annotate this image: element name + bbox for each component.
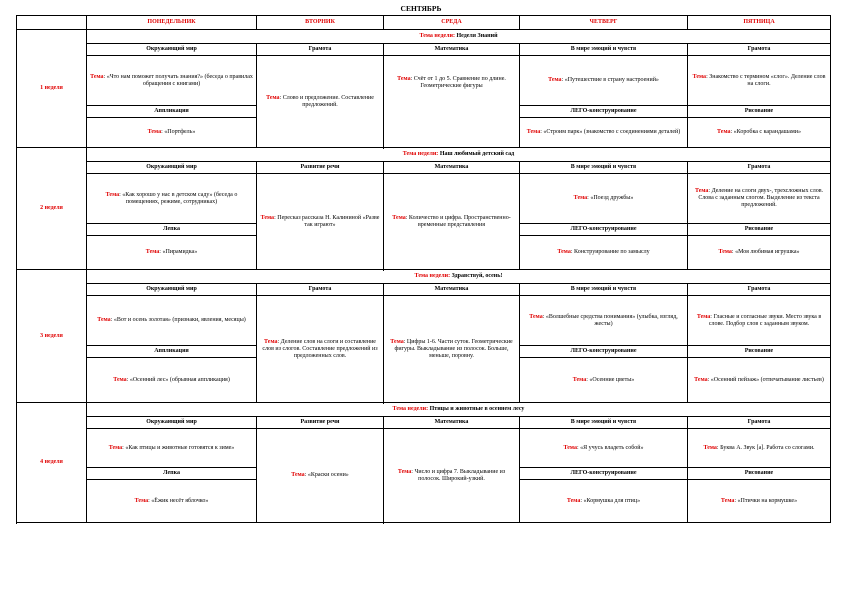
tuesday-topic: : Слово и предложение. Составление предложений. <box>279 94 374 108</box>
monday-bottom-topic: : «Пирамидка» <box>159 249 198 255</box>
cell-wednesday <box>384 429 520 523</box>
topic-prefix: Тема <box>390 338 404 345</box>
cell-thursday-bottom <box>520 358 688 403</box>
cell-wednesday <box>384 296 520 403</box>
cell-monday-bottom <box>87 118 257 148</box>
week-theme-row <box>17 403 831 417</box>
subject-header-row <box>17 44 831 56</box>
cell-thursday-bottom <box>520 118 688 148</box>
subject-wednesday: Математика <box>384 162 520 174</box>
cell-friday-top <box>688 429 831 468</box>
topic-prefix: Тема <box>145 249 160 255</box>
tuesday-topic: : «Краски осени» <box>304 472 349 478</box>
topic-prefix: Тема <box>720 497 735 504</box>
cell-thursday-bottom <box>520 236 688 270</box>
topic-prefix: Тема <box>266 94 280 101</box>
monday-top-topic: : «Вот и осень золотая» (признаки, явления, месяцы) <box>110 317 246 323</box>
weekly-plan-table <box>16 15 831 523</box>
subject-header-row <box>17 417 831 429</box>
topic-prefix: Тема <box>703 444 717 451</box>
subject-friday-bottom: Рисование <box>688 468 831 480</box>
day-header-row <box>17 16 831 30</box>
monday-bottom-topic: : «Портфель» <box>161 129 196 135</box>
subject-thursday-bottom: ЛЕГО-конструирование <box>520 468 688 480</box>
tuesday-topic: : Пересказ рассказа Н. Калининой «Разве так играют» <box>274 214 380 228</box>
subject-monday-bottom: Аппликация <box>87 346 257 358</box>
subject-thursday-bottom: ЛЕГО-конструирование <box>520 224 688 236</box>
topic-prefix: Тема <box>113 376 127 383</box>
thursday-bottom-topic: : «Осенние цветы» <box>586 376 635 383</box>
subject-thursday-top: В мире эмоций и чувств <box>520 44 688 56</box>
friday-top-topic: : Знакомство с термином «слог». Деление слов на слоги. <box>706 73 826 87</box>
week-theme <box>87 148 831 162</box>
cell-friday-bottom <box>688 358 831 403</box>
week-top-content-row <box>17 174 831 224</box>
cell-thursday-top <box>520 174 688 224</box>
cell-monday-bottom <box>87 236 257 270</box>
subject-thursday-top: В мире эмоций и чувств <box>520 417 688 429</box>
wednesday-topic: : Цифры 1-6. Части суток. Геометрические фигуры. Выкладывание из полосок. Больше, меньше, поровну. <box>394 338 513 359</box>
thursday-top-topic: : «Поезд дружбы» <box>587 195 634 201</box>
tuesday-topic: : Деление слов на слоги и составление слов из слогов. Составление предложений из предложенных слов. <box>262 338 378 359</box>
subject-monday-top: Окружающий мир <box>87 162 257 174</box>
monday-bottom-topic: : «Осенний лес» (обрывная аппликация) <box>126 376 230 383</box>
topic-prefix: Тема <box>563 444 577 451</box>
thursday-top-topic: : «Я учусь владеть собой» <box>576 444 644 451</box>
cell-friday-top <box>688 56 831 106</box>
theme-prefix: Тема недели: <box>392 406 429 412</box>
subject-friday-top: Грамота <box>688 284 831 296</box>
subject-thursday-bottom: ЛЕГО-конструирование <box>520 346 688 358</box>
cell-tuesday <box>257 56 384 148</box>
topic-prefix: Тема <box>90 73 104 80</box>
thursday-bottom-topic: : «Строим парк» (знакомство с соединениями деталей) <box>540 129 681 135</box>
topic-prefix: Тема <box>548 77 562 83</box>
subject-thursday-top: В мире эмоций и чувств <box>520 162 688 174</box>
day-tuesday: ВТОРНИК <box>257 16 384 30</box>
friday-top-topic: : Гласные и согласные звуки. Место звука в слове. Подбор слов с заданным звуком. <box>708 313 822 327</box>
subject-monday-top: Окружающий мир <box>87 417 257 429</box>
topic-prefix: Тема <box>718 249 732 255</box>
wednesday-topic: : Количество и цифра. Пространственно-временные представления <box>405 214 511 228</box>
corner-cell <box>17 16 87 30</box>
cell-thursday-top <box>520 296 688 346</box>
monday-top-topic: : «Как хорошо у нас в детском саду» (беседа о помещениях, режиме, сотрудниках) <box>119 191 238 205</box>
thursday-top-topic: : «Путешествие в страну настроений» <box>561 77 659 83</box>
subject-friday-top: Грамота <box>688 417 831 429</box>
cell-monday-top <box>87 429 257 468</box>
thursday-bottom-topic: : «Кормушка для птиц» <box>580 497 641 504</box>
subject-thursday-top: В мире эмоций и чувств <box>520 284 688 296</box>
cell-thursday-bottom <box>520 480 688 523</box>
topic-prefix: Тема <box>694 188 709 194</box>
topic-prefix: Тема <box>696 313 711 320</box>
week-theme-row <box>17 30 831 44</box>
topic-prefix: Тема <box>134 497 149 504</box>
subject-header-row <box>17 284 831 296</box>
cell-tuesday <box>257 296 384 403</box>
week-theme-row <box>17 148 831 162</box>
topic-prefix: Тема <box>291 472 305 478</box>
subject-monday-bottom: Лепка <box>87 224 257 236</box>
friday-bottom-topic: : «Осенний пейзаж» (отпечатывание листьев) <box>707 376 824 383</box>
week-top-content-row <box>17 296 831 346</box>
subject-tuesday: Развитие речи <box>257 417 384 429</box>
week-theme <box>87 270 831 284</box>
theme-title: Птицы и животные в осеннем лесу <box>429 406 525 412</box>
topic-prefix: Тема <box>566 497 581 504</box>
theme-prefix: Тема недели: <box>419 33 455 39</box>
topic-prefix: Тема <box>572 376 587 383</box>
week-theme-row <box>17 270 831 284</box>
cell-tuesday <box>257 429 384 523</box>
subject-thursday-bottom: ЛЕГО-конструирование <box>520 106 688 118</box>
cell-thursday-top <box>520 56 688 106</box>
subject-wednesday: Математика <box>384 44 520 56</box>
month-title: СЕНТЯБРЬ <box>400 4 442 13</box>
week-label: 3 неделя <box>17 270 87 403</box>
topic-prefix: Тема <box>108 444 123 451</box>
topic-prefix: Тема <box>260 214 275 221</box>
subject-friday-bottom: Рисование <box>688 106 831 118</box>
topic-prefix: Тема <box>397 76 411 82</box>
subject-monday-bottom: Аппликация <box>87 106 257 118</box>
topic-prefix: Тема <box>557 249 571 255</box>
topic-prefix: Тема <box>573 195 588 201</box>
monday-bottom-topic: : «Ёжик несёт яблочко» <box>148 497 209 504</box>
topic-prefix: Тема <box>694 376 708 383</box>
week-theme <box>87 403 831 417</box>
cell-monday-top <box>87 56 257 106</box>
cell-monday-bottom <box>87 358 257 403</box>
topic-prefix: Тема <box>105 191 120 198</box>
week-label: 4 неделя <box>17 403 87 523</box>
thursday-top-topic: : «Волшебные средства понимания» (улыбка, взгляд, жесты) <box>542 313 678 327</box>
subject-monday-bottom: Лепка <box>87 468 257 480</box>
topic-prefix: Тема <box>692 73 707 80</box>
cell-thursday-top <box>520 429 688 468</box>
subject-wednesday: Математика <box>384 284 520 296</box>
subject-header-row <box>17 162 831 174</box>
theme-title: Здравствуй, осень! <box>451 273 503 279</box>
theme-title: Наш любимый детский сад <box>439 151 515 157</box>
monday-top-topic: : «Что нам поможет получать знания?» (беседа о правилах обращения с книгами) <box>103 73 253 87</box>
subject-tuesday: Грамота <box>257 284 384 296</box>
friday-top-topic: : Деление на слоги двух-, трехсложных слов. Слова с заданным слогом. Выделение из текста предложений. <box>698 188 824 208</box>
thursday-bottom-topic: : Конструирование по замыслу <box>570 249 650 255</box>
week-top-content-row <box>17 56 831 106</box>
subject-friday-top: Грамота <box>688 44 831 56</box>
day-friday: ПЯТНИЦА <box>688 16 831 30</box>
cell-monday-top <box>87 296 257 346</box>
topic-prefix: Тема <box>392 214 406 221</box>
monday-top-topic: : «Как птицы и животные готовятся к зиме» <box>122 444 235 451</box>
day-monday: ПОНЕДЕЛЬНИК <box>87 16 257 30</box>
cell-monday-top <box>87 174 257 224</box>
topic-prefix: Тема <box>147 129 162 135</box>
topic-prefix: Тема <box>97 317 111 323</box>
subject-friday-bottom: Рисование <box>688 346 831 358</box>
cell-friday-bottom <box>688 480 831 523</box>
cell-friday-bottom <box>688 118 831 148</box>
week-top-content-row <box>17 429 831 468</box>
week-label: 1 неделя <box>17 30 87 148</box>
friday-top-topic: : Буква А. Звук [а]. Работа со слогами. <box>716 444 815 451</box>
topic-prefix: Тема <box>529 313 543 320</box>
subject-monday-top: Окружающий мир <box>87 44 257 56</box>
friday-bottom-topic: : «Птички на кормушке» <box>734 497 798 504</box>
topic-prefix: Тема <box>717 129 731 135</box>
wednesday-topic: : Счёт от 1 до 5. Сравнение по длине. Геометрические фигуры <box>410 76 506 89</box>
subject-friday-top: Грамота <box>688 162 831 174</box>
week-label: 2 неделя <box>17 148 87 270</box>
day-thursday: ЧЕТВЕРГ <box>520 16 688 30</box>
theme-prefix: Тема недели: <box>402 151 439 157</box>
cell-friday-bottom <box>688 236 831 270</box>
friday-bottom-topic: : «Моя любимая игрушка» <box>731 249 800 255</box>
subject-tuesday: Грамота <box>257 44 384 56</box>
friday-bottom-topic: : «Коробка с карандашами» <box>730 129 801 135</box>
theme-title: Неделя Знаний <box>456 33 498 39</box>
subject-wednesday: Математика <box>384 417 520 429</box>
cell-friday-top <box>688 296 831 346</box>
cell-friday-top <box>688 174 831 224</box>
topic-prefix: Тема <box>397 468 412 475</box>
topic-prefix: Тема <box>526 129 541 135</box>
day-wednesday: СРЕДА <box>384 16 520 30</box>
subject-tuesday: Развитие речи <box>257 162 384 174</box>
cell-wednesday <box>384 56 520 148</box>
subject-monday-top: Окружающий мир <box>87 284 257 296</box>
cell-wednesday <box>384 174 520 270</box>
cell-monday-bottom <box>87 480 257 523</box>
wednesday-topic: : Число и цифра 7. Выкладывание из полосок. Широкий-узкий. <box>411 468 506 482</box>
theme-prefix: Тема недели: <box>414 273 451 279</box>
cell-tuesday <box>257 174 384 270</box>
week-theme <box>87 30 831 44</box>
topic-prefix: Тема <box>264 338 278 345</box>
subject-friday-bottom: Рисование <box>688 224 831 236</box>
